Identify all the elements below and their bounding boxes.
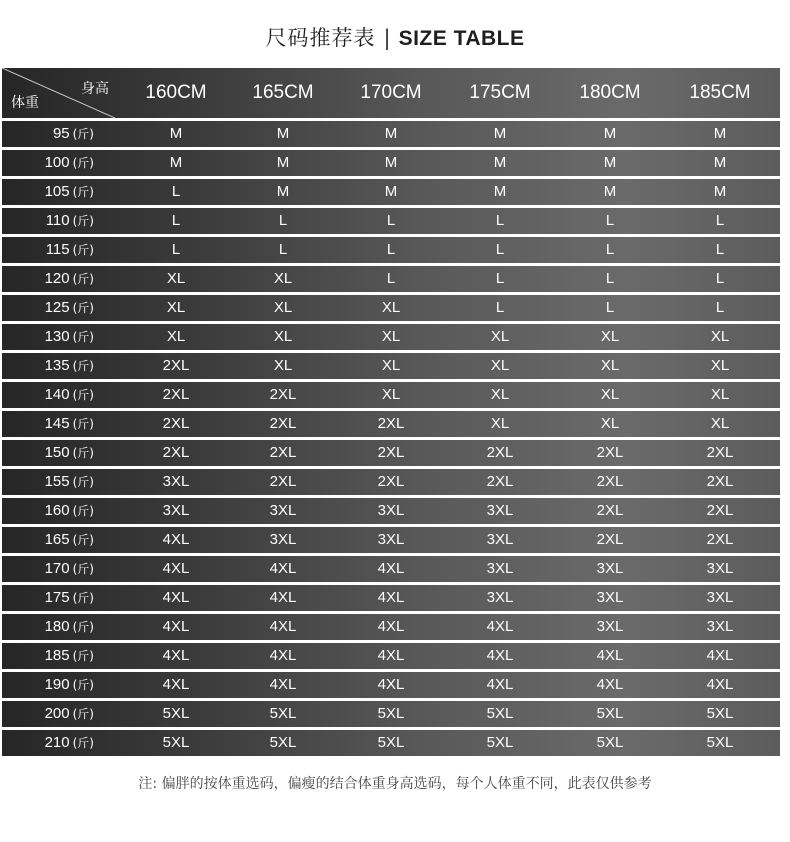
weight-unit: (斤)	[72, 678, 94, 692]
size-cell: XL	[600, 328, 620, 345]
table-row	[2, 208, 780, 234]
size-cell: 5XL	[377, 705, 405, 722]
size-cell: M	[603, 154, 617, 171]
title-separator: |	[383, 26, 391, 50]
size-cell: 2XL	[162, 386, 190, 403]
size-cell: 5XL	[269, 705, 297, 722]
size-cell: 4XL	[269, 560, 297, 577]
size-cell: 4XL	[377, 618, 405, 635]
size-cell: XL	[166, 299, 186, 316]
size-cell: M	[713, 125, 727, 142]
weight-cell	[2, 614, 94, 640]
table-row	[2, 527, 780, 553]
size-cell: 4XL	[377, 647, 405, 664]
size-cell: M	[384, 154, 398, 171]
size-cell: 4XL	[269, 676, 297, 693]
size-table	[2, 68, 780, 759]
size-cell: XL	[710, 386, 730, 403]
weight-unit: (斤)	[72, 591, 94, 605]
column-header-175cm: 175CM	[469, 82, 531, 103]
weight-value: 120	[44, 270, 70, 287]
size-cell: 3XL	[377, 531, 405, 548]
table-row	[2, 672, 780, 698]
size-cell: XL	[490, 415, 510, 432]
size-cell: 4XL	[706, 647, 734, 664]
size-cell: XL	[490, 328, 510, 345]
size-cell: L	[605, 241, 615, 258]
weight-cell	[2, 672, 94, 698]
size-cell: 2XL	[596, 502, 624, 519]
table-row	[2, 295, 780, 321]
weight-axis-label: 体重	[11, 95, 39, 111]
column-header-180cm: 180CM	[579, 82, 641, 103]
size-cell: 4XL	[269, 647, 297, 664]
size-cell: L	[605, 212, 615, 229]
table-row	[2, 382, 780, 408]
weight-cell	[2, 469, 94, 495]
size-cell: 5XL	[706, 734, 734, 751]
weight-value: 140	[44, 386, 70, 403]
size-cell: 4XL	[377, 676, 405, 693]
size-cell: XL	[273, 299, 293, 316]
size-cell: XL	[490, 357, 510, 374]
size-cell: 3XL	[162, 502, 190, 519]
size-cell: 2XL	[269, 473, 297, 490]
size-cell: L	[171, 212, 181, 229]
size-cell: 5XL	[162, 734, 190, 751]
weight-cell	[2, 440, 94, 466]
size-cell: 3XL	[486, 589, 514, 606]
size-cell: 3XL	[486, 531, 514, 548]
size-cell: L	[715, 299, 725, 316]
size-cell: 2XL	[269, 386, 297, 403]
size-cell: XL	[166, 328, 186, 345]
size-cell: 2XL	[596, 444, 624, 461]
size-cell: 4XL	[269, 618, 297, 635]
weight-cell	[2, 382, 94, 408]
size-cell: XL	[600, 415, 620, 432]
table-row	[2, 150, 780, 176]
size-cell: XL	[381, 386, 401, 403]
weight-cell	[2, 730, 94, 756]
size-cell: L	[715, 270, 725, 287]
weight-cell	[2, 643, 94, 669]
size-cell: M	[713, 183, 727, 200]
weight-cell	[2, 585, 94, 611]
size-cell: XL	[490, 386, 510, 403]
size-cell: 4XL	[269, 589, 297, 606]
size-cell: 2XL	[269, 415, 297, 432]
size-cell: 2XL	[162, 444, 190, 461]
weight-unit: (斤)	[72, 649, 94, 663]
column-header-160cm: 160CM	[145, 82, 207, 103]
weight-unit: (斤)	[72, 562, 94, 576]
size-cell: L	[278, 212, 288, 229]
table-row	[2, 179, 780, 205]
weight-unit: (斤)	[72, 417, 94, 431]
weight-value: 125	[44, 299, 70, 316]
size-cell: 2XL	[269, 444, 297, 461]
size-cell: 3XL	[486, 502, 514, 519]
size-cell: XL	[710, 357, 730, 374]
table-row	[2, 324, 780, 350]
size-cell: XL	[381, 357, 401, 374]
weight-value: 170	[44, 560, 70, 577]
column-header-170cm: 170CM	[360, 82, 422, 103]
size-cell: 2XL	[486, 444, 514, 461]
table-row	[2, 585, 780, 611]
size-cell: L	[386, 212, 396, 229]
size-cell: 5XL	[486, 734, 514, 751]
weight-unit: (斤)	[72, 156, 94, 170]
size-cell: M	[493, 125, 507, 142]
weight-cell	[2, 701, 94, 727]
weight-value: 155	[44, 473, 70, 490]
size-cell: 2XL	[377, 444, 405, 461]
table-row	[2, 643, 780, 669]
table-row	[2, 353, 780, 379]
size-cell: L	[715, 212, 725, 229]
size-cell: 2XL	[486, 473, 514, 490]
weight-value: 130	[44, 328, 70, 345]
weight-unit: (斤)	[72, 127, 94, 141]
weight-value: 185	[44, 647, 70, 664]
weight-unit: (斤)	[72, 301, 94, 315]
size-cell: 4XL	[162, 589, 190, 606]
size-cell: 2XL	[596, 531, 624, 548]
table-row	[2, 556, 780, 582]
table-row	[2, 121, 780, 147]
size-cell: 5XL	[486, 705, 514, 722]
size-cell: 3XL	[269, 502, 297, 519]
weight-value: 175	[44, 589, 70, 606]
weight-cell	[2, 266, 94, 292]
column-header-165cm: 165CM	[252, 82, 314, 103]
size-cell: 5XL	[377, 734, 405, 751]
weight-unit: (斤)	[72, 388, 94, 402]
weight-cell	[2, 237, 94, 263]
size-cell: 5XL	[596, 705, 624, 722]
weight-unit: (斤)	[72, 475, 94, 489]
size-cell: 4XL	[377, 589, 405, 606]
weight-value: 105	[44, 183, 70, 200]
weight-value: 135	[44, 357, 70, 374]
size-cell: M	[603, 125, 617, 142]
weight-cell	[2, 411, 94, 437]
size-cell: XL	[273, 328, 293, 345]
column-header-185cm: 185CM	[689, 82, 751, 103]
size-cell: XL	[166, 270, 186, 287]
weight-cell	[2, 179, 94, 205]
weight-cell	[2, 556, 94, 582]
size-cell: XL	[381, 328, 401, 345]
size-cell: L	[605, 299, 615, 316]
size-cell: XL	[273, 270, 293, 287]
table-row	[2, 730, 780, 756]
size-cell: 3XL	[269, 531, 297, 548]
weight-value: 160	[44, 502, 70, 519]
size-cell: L	[386, 270, 396, 287]
weight-unit: (斤)	[72, 736, 94, 750]
weight-unit: (斤)	[72, 446, 94, 460]
size-cell: 3XL	[486, 560, 514, 577]
size-cell: 3XL	[377, 502, 405, 519]
size-cell: 3XL	[596, 589, 624, 606]
size-cell: M	[603, 183, 617, 200]
size-cell: 5XL	[162, 705, 190, 722]
size-cell: XL	[600, 357, 620, 374]
size-cell: XL	[273, 357, 293, 374]
weight-value: 110	[45, 212, 70, 229]
size-cell: L	[495, 299, 505, 316]
size-cell: 3XL	[596, 560, 624, 577]
weight-unit: (斤)	[72, 243, 94, 257]
size-cell: 4XL	[377, 560, 405, 577]
size-cell: 5XL	[269, 734, 297, 751]
size-cell: 4XL	[162, 647, 190, 664]
footnote: 注: 偏胖的按体重选码，偏瘦的结合体重身高选码，每个人体重不同，此表仅供参考	[138, 776, 652, 792]
table-row	[2, 614, 780, 640]
weight-value: 100	[44, 154, 70, 171]
weight-value: 150	[44, 444, 70, 461]
size-cell: L	[495, 212, 505, 229]
weight-cell	[2, 208, 94, 234]
table-body	[2, 121, 780, 756]
weight-unit: (斤)	[72, 359, 94, 373]
table-row	[2, 440, 780, 466]
size-cell: 5XL	[706, 705, 734, 722]
size-cell: 2XL	[162, 357, 190, 374]
size-cell: L	[495, 270, 505, 287]
size-cell: 2XL	[706, 531, 734, 548]
weight-value: 145	[44, 415, 70, 432]
weight-value: 115	[45, 241, 70, 258]
size-cell: M	[169, 154, 183, 171]
weight-cell	[2, 324, 94, 350]
weight-cell	[2, 498, 94, 524]
size-cell: M	[713, 154, 727, 171]
weight-cell	[2, 121, 94, 147]
size-cell: 2XL	[377, 473, 405, 490]
size-cell: 2XL	[706, 502, 734, 519]
size-cell: 4XL	[486, 647, 514, 664]
size-cell: L	[278, 241, 288, 258]
weight-cell	[2, 353, 94, 379]
size-cell: L	[171, 183, 181, 200]
size-cell: XL	[381, 299, 401, 316]
weight-value: 210	[44, 734, 70, 751]
size-cell: L	[605, 270, 615, 287]
weight-unit: (斤)	[72, 330, 94, 344]
size-cell: 5XL	[596, 734, 624, 751]
weight-value: 95	[52, 125, 70, 142]
size-cell: 3XL	[706, 589, 734, 606]
size-cell: M	[493, 183, 507, 200]
size-cell: L	[171, 241, 181, 258]
size-cell: 4XL	[596, 647, 624, 664]
size-cell: XL	[710, 328, 730, 345]
weight-cell	[2, 150, 94, 176]
weight-unit: (斤)	[72, 620, 94, 634]
weight-unit: (斤)	[72, 214, 94, 228]
weight-cell	[2, 295, 94, 321]
size-cell: XL	[600, 386, 620, 403]
table-row	[2, 498, 780, 524]
weight-unit: (斤)	[72, 533, 94, 547]
size-cell: M	[384, 183, 398, 200]
size-cell: 3XL	[162, 473, 190, 490]
size-cell: M	[276, 183, 290, 200]
weight-value: 165	[44, 531, 70, 548]
size-cell: M	[169, 125, 183, 142]
size-cell: 4XL	[486, 618, 514, 635]
size-cell: 3XL	[596, 618, 624, 635]
size-cell: L	[495, 241, 505, 258]
weight-value: 190	[44, 676, 70, 693]
weight-cell	[2, 527, 94, 553]
size-cell: 4XL	[486, 676, 514, 693]
size-cell: 2XL	[706, 473, 734, 490]
size-cell: 4XL	[162, 531, 190, 548]
size-cell: L	[386, 241, 396, 258]
weight-unit: (斤)	[72, 272, 94, 286]
table-header-row	[2, 68, 780, 118]
height-axis-label: 身高	[81, 81, 109, 97]
title-english: SIZE TABLE	[398, 27, 525, 50]
table-row	[2, 701, 780, 727]
size-cell: M	[493, 154, 507, 171]
size-cell: 2XL	[706, 444, 734, 461]
title-chinese: 尺码推荐表	[265, 26, 376, 50]
table-row	[2, 469, 780, 495]
size-cell: 4XL	[706, 676, 734, 693]
size-cell: 3XL	[706, 560, 734, 577]
weight-unit: (斤)	[72, 504, 94, 518]
corner-cell	[2, 68, 115, 118]
size-cell: XL	[710, 415, 730, 432]
table-row	[2, 237, 780, 263]
size-cell: L	[715, 241, 725, 258]
size-cell: 2XL	[596, 473, 624, 490]
size-cell: 4XL	[596, 676, 624, 693]
table-row	[2, 411, 780, 437]
size-cell: 4XL	[162, 618, 190, 635]
size-cell: M	[384, 125, 398, 142]
table-row	[2, 266, 780, 292]
weight-value: 180	[44, 618, 70, 635]
size-cell: M	[276, 125, 290, 142]
size-cell: 4XL	[162, 560, 190, 577]
size-cell: 2XL	[162, 415, 190, 432]
weight-value: 200	[44, 705, 70, 722]
size-cell: M	[276, 154, 290, 171]
size-cell: 2XL	[377, 415, 405, 432]
size-cell: 4XL	[162, 676, 190, 693]
weight-unit: (斤)	[72, 185, 94, 199]
size-cell: 3XL	[706, 618, 734, 635]
weight-unit: (斤)	[72, 707, 94, 721]
page-title	[0, 22, 790, 52]
